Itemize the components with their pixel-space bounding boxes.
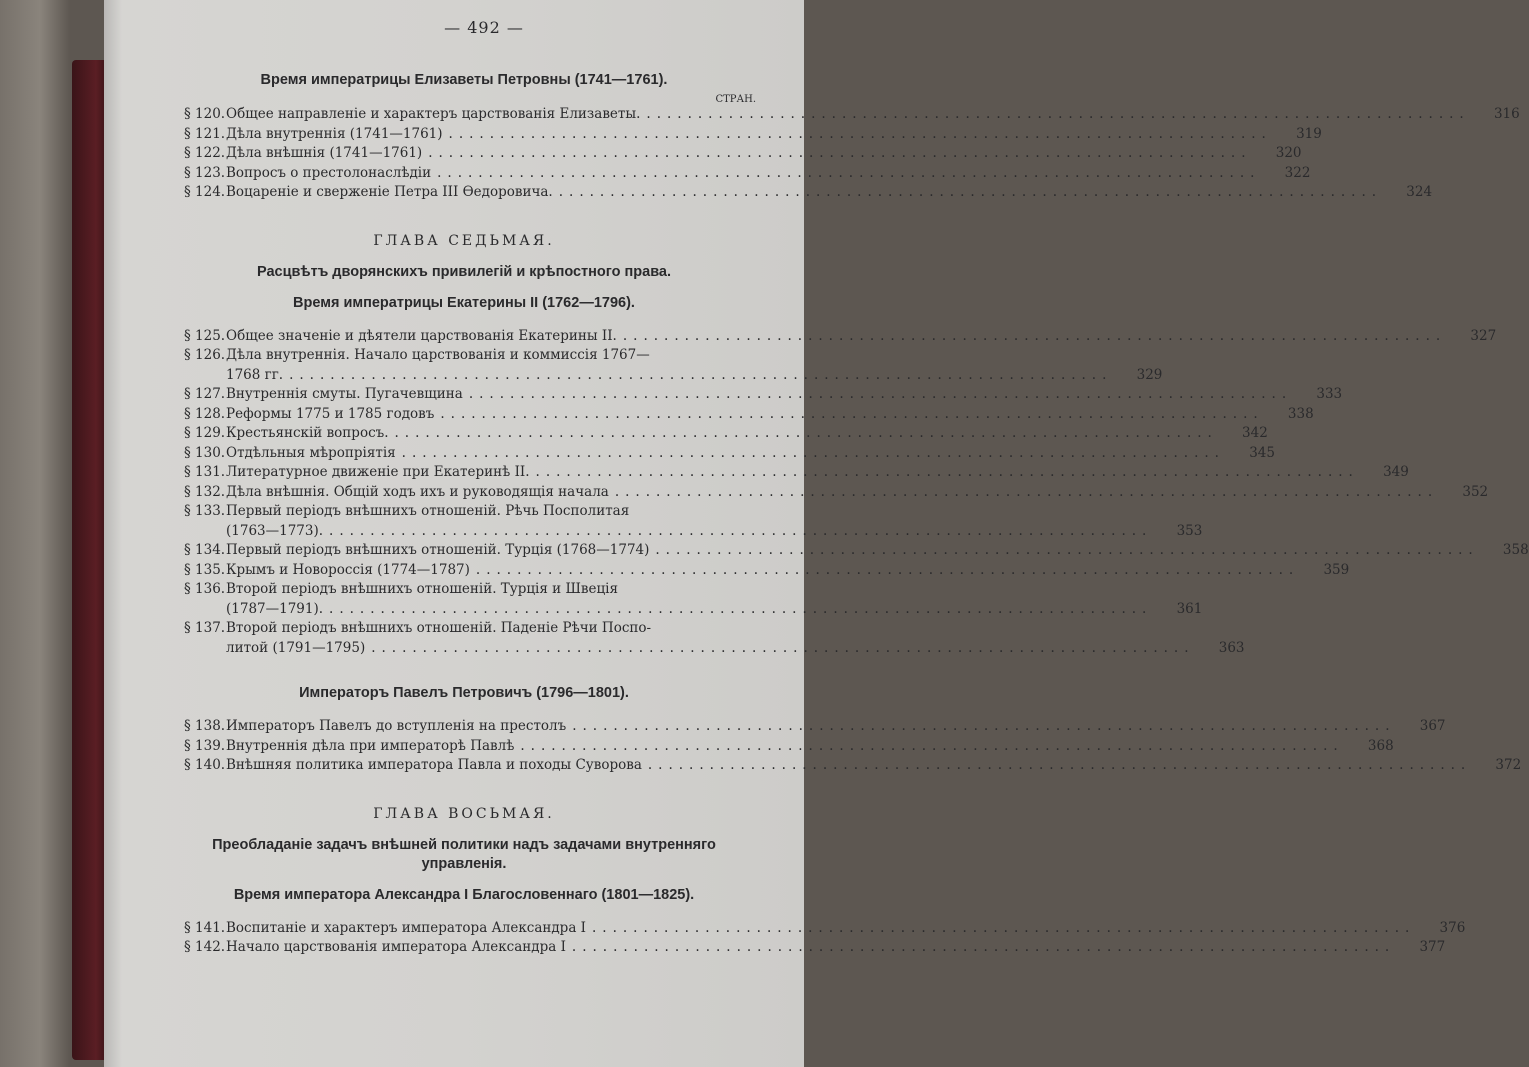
toc-entry <box>184 346 1163 385</box>
section-number: § 138. <box>184 718 226 734</box>
entry-page-number: 324 <box>1406 184 1433 200</box>
entry-title-line <box>226 756 1471 776</box>
entry-title <box>226 444 1225 464</box>
entry-title-line <box>226 561 1299 581</box>
section-number: § 132. <box>184 483 226 500</box>
section-number: § 123. <box>184 164 226 181</box>
toc-entry <box>184 483 1489 503</box>
entry-title-line: Первый періодъ внѣшнихъ отношеній. Рѣчь Посполитая <box>226 503 630 519</box>
toc-entry <box>184 164 1311 184</box>
entry-page-number: 363 <box>1218 639 1245 656</box>
section-number: § 130. <box>184 444 226 461</box>
dot-leader: ................................................................................ <box>468 386 1293 402</box>
toc-entry <box>184 919 1466 939</box>
entry-title <box>226 346 1112 385</box>
dot-leader: ................................................................................ <box>655 542 1479 558</box>
dot-leader: ................................................................................ <box>329 522 1153 539</box>
entry-title-text: Воспитаніе и характеръ императора Александра I <box>226 919 586 936</box>
section-number: § 122. <box>184 145 226 161</box>
chapter-subtitle: Преобладаніе задачъ внѣшней политики надъ задачами внутренняго управленія. <box>212 836 716 872</box>
section-number: § 126. <box>184 347 226 363</box>
entry-page-number: 372 <box>1495 757 1522 773</box>
entry-title <box>226 105 1470 125</box>
entry-page-number: 327 <box>1470 327 1497 344</box>
dot-leader: ................................................................................ <box>535 464 1359 480</box>
entry-title-text: Общее значеніе и дѣятели царствованія Екатерины II. <box>226 327 617 344</box>
dot-leader: ................................................................................ <box>572 718 1396 734</box>
entry-title-line <box>226 522 1152 542</box>
section-number: § 124. <box>184 184 226 200</box>
toc-entry <box>184 444 1275 464</box>
section-number: § 134. <box>184 542 226 558</box>
page-number: — 492 — <box>444 18 524 37</box>
entry-title-text: литой (1791—1795) <box>226 639 366 656</box>
table-of-contents <box>184 18 1529 958</box>
section-number: § 133. <box>184 503 226 519</box>
entry-title-line <box>226 444 1225 464</box>
entry-title <box>226 327 1446 347</box>
entry-title-text: Первый періодъ внѣшнихъ отношеній. Турція (1768—1774) <box>226 542 650 558</box>
section-number: § 142. <box>184 939 226 955</box>
toc-entry <box>184 424 1268 444</box>
entry-title-text: Внѣшняя политика императора Павла и походы Суворова <box>226 757 642 773</box>
entry-page-number: 329 <box>1136 366 1163 383</box>
dot-leader: ................................................................................ <box>394 425 1218 441</box>
toc-entry <box>184 737 1394 757</box>
entry-page-number: 342 <box>1242 425 1268 441</box>
entry-title-line <box>226 938 1395 958</box>
entry-title <box>226 619 1195 658</box>
entry-title-text: Крестьянскій вопросъ. <box>226 425 389 441</box>
entry-title-line: Дѣла внутреннія. Начало царствованія и коммиссія 1767— <box>226 347 650 363</box>
entry-page-number: 322 <box>1284 164 1311 181</box>
entry-title <box>226 580 1152 619</box>
entry-title-line: Второй періодъ внѣшнихъ отношеній. Турція и Швеція <box>226 581 618 597</box>
dot-leader: ................................................................................ <box>571 939 1396 955</box>
entry-title-line <box>226 639 1195 659</box>
toc-entry <box>184 144 1302 164</box>
entry-title-text: Литературное движеніе при Екатеринѣ II. <box>226 464 530 480</box>
entry-title-line <box>226 327 1446 347</box>
book-page <box>104 0 1529 1067</box>
column-header-pages: СТРАН. <box>715 94 756 105</box>
entry-title <box>226 183 1382 203</box>
dot-leader: ................................................................................ <box>329 600 1153 617</box>
entry-title-text: Дѣла внѣшнія. Общій ходъ ихъ и руководящія начала <box>226 483 609 500</box>
toc-section <box>184 684 1522 776</box>
entry-title-line <box>226 424 1218 444</box>
reign-heading: Время императора Александра I Благословеннаго (1801—1825). <box>233 886 695 903</box>
toc-entry <box>184 502 1203 541</box>
entry-title-line <box>226 541 1479 561</box>
entry-title <box>226 483 1438 503</box>
entry-title <box>226 919 1415 939</box>
dot-leader: ................................................................................ <box>475 561 1300 578</box>
entry-title <box>226 737 1344 757</box>
entry-title <box>226 541 1479 561</box>
entry-title-text: Дѣла внѣшнія (1741—1761) <box>226 145 423 161</box>
entry-page-number: 368 <box>1367 737 1394 754</box>
dot-leader: ................................................................................ <box>437 164 1261 181</box>
dot-leader: ................................................................................ <box>647 757 1472 773</box>
entry-title-text: (1787—1791). <box>226 600 324 617</box>
toc-entry <box>184 405 1314 425</box>
toc-entry <box>184 125 1322 145</box>
entry-page-number: 345 <box>1249 444 1275 461</box>
entry-title <box>226 385 1292 405</box>
entry-title-line <box>226 919 1415 939</box>
reign-heading: Время императрицы Екатерины II (1762—1796). <box>293 294 635 311</box>
chapter-title: ГЛАВА СЕДЬМАЯ. <box>373 232 555 249</box>
section-number: § 131. <box>184 464 226 480</box>
entry-title-line <box>226 105 1470 125</box>
toc-entry <box>184 463 1409 483</box>
toc-entry <box>184 385 1343 405</box>
entry-title-text: Внутреннія дѣла при императорѣ Павлѣ <box>226 737 515 754</box>
entry-page-number: 358 <box>1502 542 1529 558</box>
toc-entry <box>184 327 1497 347</box>
toc-section <box>184 232 1529 659</box>
entry-title-text: Вопросъ о престолонаслѣдіи <box>226 164 432 181</box>
entry-page-number: 353 <box>1176 522 1203 539</box>
dot-leader: ................................................................................ <box>371 639 1195 656</box>
section-number: § 140. <box>184 757 226 773</box>
entry-title-line <box>226 125 1272 145</box>
section-number: § 121. <box>184 125 226 142</box>
section-number: § 137. <box>184 620 226 636</box>
section-number: § 129. <box>184 425 226 441</box>
reign-heading: Время императрицы Елизаветы Петровны (1741—1761). <box>260 72 668 88</box>
entry-title-line <box>226 183 1382 203</box>
entry-page-number: 352 <box>1462 483 1489 500</box>
entry-title <box>226 756 1471 776</box>
entry-title <box>226 502 1152 541</box>
dot-leader: ................................................................................ <box>558 184 1383 200</box>
section-number: § 128. <box>184 405 226 422</box>
toc-entry <box>184 619 1245 658</box>
entry-page-number: 319 <box>1296 125 1322 142</box>
entry-page-number: 359 <box>1323 561 1350 578</box>
section-number: § 139. <box>184 737 226 754</box>
entry-title <box>226 424 1218 444</box>
entry-title-text: Реформы 1775 и 1785 годовъ <box>226 405 435 422</box>
entry-title-text: Крымъ и Новороссія (1774—1787) <box>226 561 470 578</box>
entry-page-number: 367 <box>1419 718 1446 734</box>
entry-title-text: Внутреннія смуты. Пугачевщина <box>226 386 463 402</box>
entry-page-number: 376 <box>1439 919 1466 936</box>
dot-leader: ................................................................................ <box>448 125 1272 142</box>
reign-heading: Императоръ Павелъ Петровичъ (1796—1801). <box>299 685 629 701</box>
dot-leader: ................................................................................ <box>646 106 1470 122</box>
entry-page-number: 316 <box>1493 106 1520 122</box>
toc-entry <box>184 105 1520 125</box>
dot-leader: ................................................................................ <box>520 737 1344 754</box>
entry-title-line <box>226 600 1152 620</box>
entry-title <box>226 405 1264 425</box>
entry-title <box>226 938 1395 958</box>
toc-entry <box>184 717 1446 737</box>
entry-title-text: Дѣла внутреннія (1741—1761) <box>226 125 443 142</box>
toc-entry <box>184 183 1433 203</box>
entry-page-number: 338 <box>1287 405 1314 422</box>
section-number: § 135. <box>184 561 226 578</box>
section-number: § 127. <box>184 386 226 402</box>
dot-leader: ................................................................................ <box>592 919 1416 936</box>
entry-page-number: 320 <box>1275 145 1302 161</box>
entry-title-line <box>226 483 1438 503</box>
section-number: § 125. <box>184 327 226 344</box>
toc-entry <box>184 580 1203 619</box>
chapter-subtitle: Расцвѣтъ дворянскихъ привилегій и крѣпостного права. <box>256 263 672 280</box>
entry-title-text: Начало царствованія императора Александра I <box>226 939 566 955</box>
toc-entry <box>184 938 1446 958</box>
entry-title <box>226 717 1396 737</box>
entry-page-number: 377 <box>1419 939 1446 955</box>
entry-title-text: (1763—1773). <box>226 522 324 539</box>
dot-leader: ................................................................................ <box>289 366 1113 383</box>
toc-entry <box>184 756 1522 776</box>
toc-section <box>184 71 1520 203</box>
entry-title-text: Императоръ Павелъ до вступленія на престолъ <box>226 718 567 734</box>
entry-title-line <box>226 737 1344 757</box>
toc-section <box>184 805 1466 958</box>
entry-title-line <box>226 366 1112 386</box>
entry-title <box>226 125 1272 145</box>
section-number: § 141. <box>184 919 226 936</box>
entry-title-line <box>226 164 1260 184</box>
entry-title-text: Отдѣльныя мѣропріятія <box>226 444 396 461</box>
dot-leader: ................................................................................ <box>428 145 1252 161</box>
toc-entry <box>184 561 1350 581</box>
dot-leader: ................................................................................ <box>440 405 1264 422</box>
entry-title-line <box>226 405 1264 425</box>
entry-title <box>226 144 1252 164</box>
toc-entry <box>184 541 1529 561</box>
dot-leader: ................................................................................ <box>401 444 1225 461</box>
entry-title-line <box>226 144 1252 164</box>
entry-title-text: 1768 гг. <box>226 366 284 383</box>
entry-title-text: Воцареніе и сверженіе Петра III Өедоровича. <box>226 184 553 200</box>
chapter-title: ГЛАВА ВОСЬМАЯ. <box>373 805 555 822</box>
section-number: § 120. <box>184 106 226 122</box>
dot-leader: ................................................................................ <box>614 483 1439 500</box>
entry-page-number: 349 <box>1383 464 1409 480</box>
entry-title-line <box>226 717 1396 737</box>
entry-page-number: 361 <box>1176 600 1203 617</box>
entry-page-number: 333 <box>1316 386 1343 402</box>
entry-title-line <box>226 463 1359 483</box>
entry-title <box>226 463 1359 483</box>
entry-title-text: Общее направленіе и характеръ царствованія Елизаветы. <box>226 106 641 122</box>
entry-title-line: Второй періодъ внѣшнихъ отношеній. Паденіе Рѣчи Поспо- <box>226 620 652 636</box>
dot-leader: ................................................................................ <box>622 327 1447 344</box>
entry-title-line <box>226 385 1292 405</box>
entry-title <box>226 561 1299 581</box>
entry-title <box>226 164 1260 184</box>
section-number: § 136. <box>184 581 226 597</box>
